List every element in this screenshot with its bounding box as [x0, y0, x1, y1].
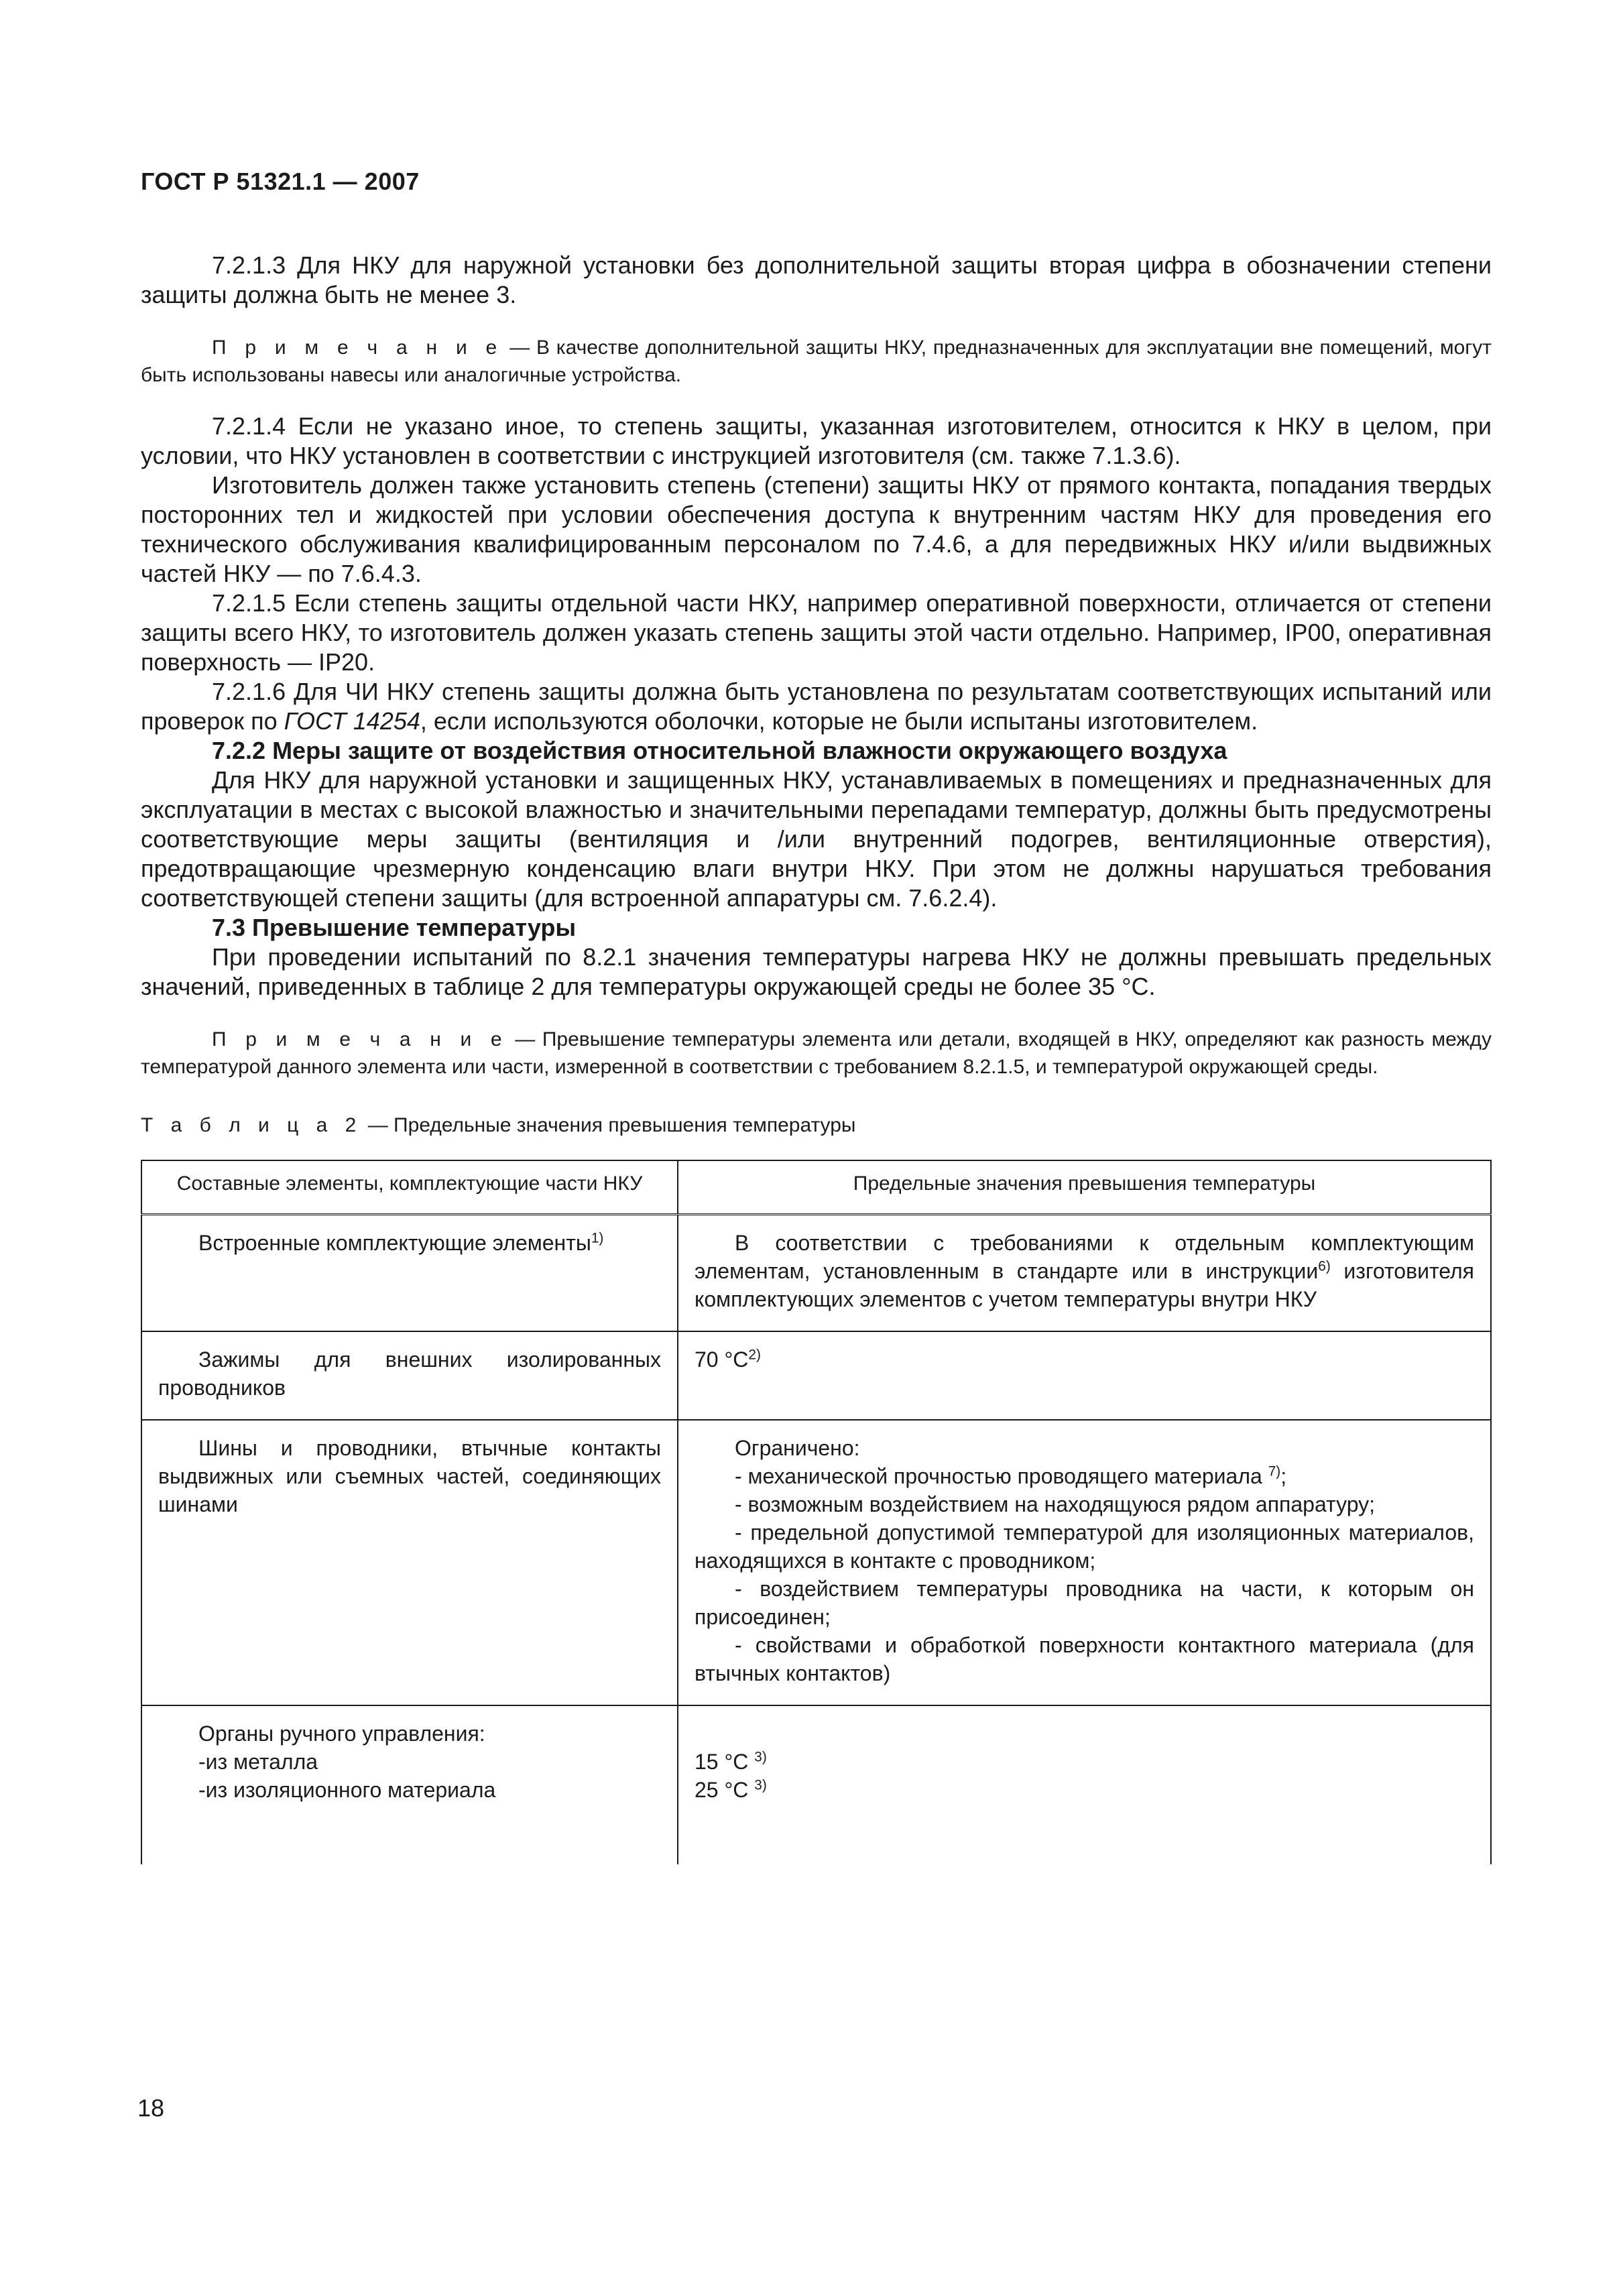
row1-limit-text-a: В соответствии с требованиями к отдельным комплектующим элементам, установленным в стандарте или в инструкции — [695, 1231, 1474, 1283]
table-header-components: Составные элементы, комплектующие части НКУ — [141, 1160, 678, 1215]
paragraph-manufacturer-protection: Изготовитель должен также установить степень (степени) защиты НКУ от прямого контакта, попадания твердых посторонних тел и жидкостей при условии обеспечения доступа к внутренним частям НКУ для проведения его технического обслуживания квалифицированным персоналом по 7.4.6, а для передвижных НКУ и/или выдвижных частей НКУ — по 7.6.4.3. — [141, 471, 1492, 587]
table-cell-limits — [678, 1705, 1491, 1864]
table-header-row — [141, 1160, 1491, 1215]
table-row — [141, 1215, 1491, 1332]
note-1 — [141, 334, 1492, 389]
table-caption-text: — Предельные значения превышения температуры — [362, 1114, 856, 1136]
heading-7-3: 7.3 Превышение температуры — [212, 914, 577, 941]
row1-component-text: Встроенные комплектующие элементы — [198, 1231, 591, 1255]
row1-component-footnote: 1) — [591, 1230, 604, 1246]
table-row — [141, 1420, 1491, 1705]
page-number: 18 — [137, 2094, 165, 2122]
row3-limit-footnote: 7) — [1268, 1463, 1281, 1479]
table-cell-components — [141, 1215, 678, 1332]
row3-limit-line: - свойствами и обработкой поверхности контактного материала (для втычных контактов) — [695, 1633, 1474, 1685]
row4-component-line: Органы ручного управления: — [198, 1721, 485, 1746]
temperature-rise-table — [141, 1160, 1492, 1864]
table-row — [141, 1705, 1491, 1864]
row2-limit-footnote: 2) — [748, 1347, 761, 1363]
row3-limit-line: Ограничено: — [735, 1436, 860, 1460]
gost-14254-reference: ГОСТ 14254 — [284, 707, 420, 735]
paragraph-humidity-protection: Для НКУ для наружной установки и защищенных НКУ, устанавливаемых в помещениях и предназначенных для эксплуатации в местах с высокой влажностью и значительными перепадами температур, должны быть предусмотрены соответствующие меры защиты (вентиляция и /или внутренний подогрев, вентиляционные отверстия), предотвращающие чрезмерную конденсацию влаги внутри НКУ. При этом не должны нарушаться требования соответствующей степени защиты (для встроенной аппаратуры см. 7.6.2.4). — [141, 766, 1492, 912]
row1-limit-text-b: изготовителя комплектующих элементов с учетом температуры внутри НКУ — [695, 1259, 1475, 1311]
row4-component-line: -из металла — [198, 1750, 318, 1774]
row4-limit-line — [695, 1776, 1474, 1804]
table-cell-components: Зажимы для внешних изолированных проводников — [141, 1331, 678, 1420]
note-2-text: — Превышение температуры элемента или детали, входящей в НКУ, определяют как разность между температурой данного элемента или части, измеренной в соответствии с требованием 8.2.1.5, и температурой окружающей среды. — [141, 1028, 1492, 1078]
document-page — [141, 168, 1492, 1864]
table-cell-limits — [678, 1331, 1491, 1420]
table-cell-components — [141, 1705, 678, 1864]
row3-limit-line-2-end: ; — [1280, 1464, 1287, 1488]
table-caption — [141, 1114, 1492, 1137]
paragraph-temperature-rise: При проведении испытаний по 8.2.1 значения температуры нагрева НКУ не должны превышать предельных значений, приведенных в таблице 2 для температуры окружающей среды не более 35 °С. — [141, 943, 1492, 1000]
table-cell-limits — [678, 1215, 1491, 1332]
row3-limit-line: - воздействием температуры проводника на части, к которым он присоединен; — [695, 1577, 1474, 1629]
row4-limit-insulating-footnote: 3) — [754, 1777, 767, 1793]
paragraph-7-2-1-6 — [141, 677, 1492, 736]
row3-limit-line: - возможным воздействием на находящуюся рядом аппаратуру; — [735, 1492, 1376, 1516]
paragraph-7-2-1-4: 7.2.1.4 Если не указано иное, то степень защиты, указанная изготовителем, относится к НКУ в целом, при условии, что НКУ установлен в соответствии с инструкцией изготовителя (см. также 7.1.3.6). — [141, 412, 1492, 469]
row1-limit-footnote: 6) — [1318, 1258, 1331, 1274]
note-2 — [141, 1026, 1492, 1081]
note-1-label: П р и м е ч а н и е — [212, 337, 503, 359]
paragraph-7-2-1-6-part-b: , если используются оболочки, которые не были испытаны изготовителем. — [420, 707, 1258, 735]
table-row — [141, 1331, 1491, 1420]
paragraph-7-2-1-6-part-a: 7.2.1.6 Для ЧИ НКУ степень защиты должна быть установлена по результатам соответствующих испытаний или проверок по — [141, 678, 1492, 735]
row4-limit-metal-footnote: 3) — [754, 1749, 767, 1765]
table-header-limits: Предельные значения превышения температуры — [678, 1160, 1491, 1215]
table-caption-label: Т а б л и ц а 2 — [141, 1114, 363, 1136]
row4-component-line: -из изоляционного материала — [198, 1778, 496, 1802]
note-1-text: — В качестве дополнительной защиты НКУ, предназначенных для эксплуатации вне помещений, могут быть использованы навесы или аналогичные устройства. — [141, 337, 1492, 386]
document-header: ГОСТ Р 51321.1 — 2007 — [141, 168, 420, 195]
row3-limit-line: - предельной допустимой температурой для изоляционных материалов, находящихся в контакте с проводником; — [695, 1520, 1474, 1573]
table-cell-limits — [678, 1420, 1491, 1705]
note-2-label: П р и м е ч а н и е — [212, 1028, 508, 1050]
row4-limit-insulating: 25 °С — [695, 1778, 755, 1802]
row4-limit-metal: 15 °С — [695, 1750, 755, 1774]
row4-limit-line — [695, 1748, 1474, 1776]
heading-7-2-2: 7.2.2 Меры защите от воздействия относительной влажности окружающего воздуха — [212, 737, 1227, 764]
paragraph-7-2-1-3: 7.2.1.3 Для НКУ для наружной установки без дополнительной защиты вторая цифра в обозначении степени защиты должна быть не менее 3. — [141, 251, 1492, 308]
paragraph-7-2-1-5: 7.2.1.5 Если степень защиты отдельной части НКУ, например оперативной поверхности, отличается от степени защиты всего НКУ, то изготовитель должен указать степень защиты этой части отдельно. Например, IP00, оперативная поверхность — IP20. — [141, 589, 1492, 676]
row4-limit-spacer — [695, 1719, 1474, 1748]
row3-limit-line — [695, 1462, 1474, 1490]
row3-limit-line-2-text: - механической прочностью проводящего материала — [735, 1464, 1268, 1488]
row2-limit-value: 70 °С — [695, 1347, 749, 1372]
table-cell-components: Шины и проводники, втычные контакты выдвижных или съемных частей, соединяющих шинами — [141, 1420, 678, 1705]
